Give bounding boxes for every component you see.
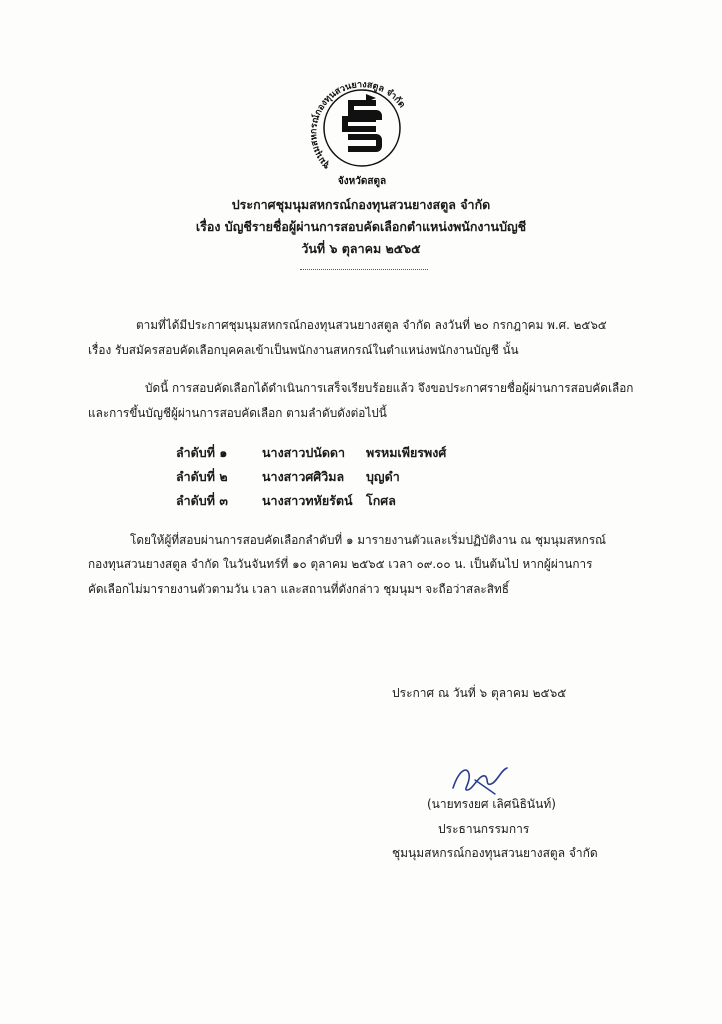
dotted-divider <box>300 269 428 270</box>
result-name: นางสาวศศิวิมล <box>262 469 345 484</box>
paragraph-2-line-1: บัดนี้ การสอบคัดเลือกได้ดำเนินการเสร็จเรียบร้อยแล้ว จึงขอประกาศรายชื่อผู้ผ่านการสอบคัดเลือก <box>145 381 634 395</box>
paragraph-1-line-2: เรื่อง รับสมัครสอบคัดเลือกบุคคลเข้าเป็นพนักงานสหกรณ์ในตำแหน่งพนักงานบัญชี นั้น <box>88 343 519 357</box>
result-name: นางสาวทหัยรัตน์ <box>262 493 353 508</box>
signer-organization: ชุมนุมสหกรณ์กองทุนสวนยางสตูล จำกัด <box>392 846 598 860</box>
announcement-subject: เรื่อง บัญชีรายชื่อผู้ผ่านการสอบคัดเลือกตำแหน่งพนักงานบัญชี <box>195 219 527 234</box>
paragraph-1-line-1: ตามที่ได้มีประกาศชุมนุมสหกรณ์กองทุนสวนยางสตูล จำกัด ลงวันที่ ๒๐ กรกฎาคม พ.ศ. ๒๕๖๕ <box>136 318 607 332</box>
announce-date: ประกาศ ณ วันที่ ๖ ตุลาคม ๒๕๖๕ <box>392 686 567 700</box>
result-name: นางสาวปนัดดา <box>262 445 346 460</box>
result-row-3 <box>176 491 476 511</box>
result-rank: ลำดับที่ ๒ <box>176 469 228 484</box>
signer-title: ประธานกรรมการ <box>438 822 530 836</box>
signature-mark <box>445 760 515 800</box>
result-surname: พรหมเพียรพงศ์ <box>366 445 447 460</box>
svg-text:ชุมนุมสหกรณ์กองทุนสวนยางสตูล จ <box>308 80 406 171</box>
announcement-title: ประกาศชุมนุมสหกรณ์กองทุนสวนยางสตูล จำกัด <box>231 197 491 212</box>
result-surname: โกศล <box>366 493 396 508</box>
cooperative-seal-logo <box>302 70 422 188</box>
paragraph-3-line-1: โดยให้ผู้ที่สอบผ่านการสอบคัดเลือกลำดับที่ ๑ มารายงานตัวและเริ่มปฏิบัติงาน ณ ชุมนุมสหกรณ์ <box>130 533 606 547</box>
paragraph-3-line-2: กองทุนสวนยางสตูล จำกัด ในวันจันทร์ที่ ๑๐ ตุลาคม ๒๕๖๕ เวลา ๐๙.๐๐ น. เป็นต้นไป หากผู้ผ่านการ <box>88 557 593 571</box>
signer-name: (นายทรงยศ เลิศนิธินันท์) <box>427 797 556 811</box>
result-row-1 <box>176 443 476 463</box>
result-rank: ลำดับที่ ๓ <box>176 493 228 508</box>
result-rank: ลำดับที่ ๑ <box>176 445 228 460</box>
seal-ring-text: ชุมนุมสหกรณ์กองทุนสวนยางสตูล จำกัด <box>309 80 407 171</box>
paragraph-2-line-2: และการขึ้นบัญชีผู้ผ่านการสอบคัดเลือก ตามลำดับดังต่อไปนี้ <box>88 406 387 420</box>
result-row-2 <box>176 467 476 487</box>
announcement-date: วันที่ ๖ ตุลาคม ๒๕๖๕ <box>301 241 421 256</box>
seal-bottom-text: จังหวัดสตูล <box>337 176 387 187</box>
result-surname: บุญดำ <box>366 469 400 484</box>
paragraph-3-line-3: คัดเลือกไม่มารายงานตัวตามวัน เวลา และสถานที่ดังกล่าว ชุมนุมฯ จะถือว่าสละสิทธิ์ <box>88 582 509 596</box>
